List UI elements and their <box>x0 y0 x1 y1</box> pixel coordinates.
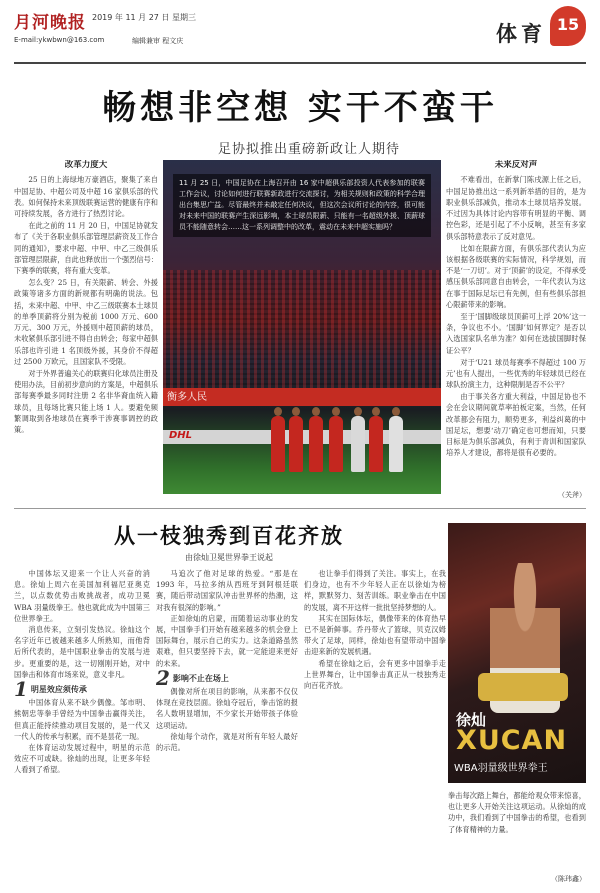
paragraph: 消息传来，立刻引发热议。徐灿这个名字近年已被越来越多人所熟知，而他背后所代表的，是中国职业拳击的发展与进步。更重要的是，这一切刚刚开始，对中国拳击和体育市场来说，意义非凡。 <box>14 625 150 679</box>
subsection-heading-1 <box>14 677 150 702</box>
left-column-heading: 改革力度大 <box>64 160 108 170</box>
paragraph: 至于‘国脚级球员顶薪可上浮 20%’这一条，争议也不小。‘国脚’如何界定？是否以入选国家队名单为准？如何在选拔国脚时保证公平？ <box>446 311 586 355</box>
second-article-column-2 <box>156 568 298 880</box>
paragraph: 徐灿每个动作，就是对所有年轻人最好的示范。 <box>156 731 298 753</box>
advertising-board: 衡多人民 <box>163 388 441 406</box>
paragraph: 25 日的上海绿地万豪酒店，聚集了来自中国足协、中超公司及中超 16 家俱乐部的代表。如何保持未来顶级联赛运营的健康有序和可持续发展，各方进行了热烈讨论。 <box>14 175 158 219</box>
boxer-title: WBA羽量级世界拳王 <box>454 763 548 774</box>
editor-credit: 编辑兼审 程文庆 <box>132 37 184 45</box>
stadium-crowd <box>163 270 441 390</box>
paragraph: 由于事关各方重大利益，中国足协也不会在会议期间就草率拍板定案，当然，任何改革都会有阻力，顺势更多，利益纠葛的中国足坛，想要‘动刀’确定也可想而知，只要目标是为俱乐部减负，有利于青训和国家队培养人才建设，都将是很有必要的。 <box>446 391 586 458</box>
subsection-title: 影响不止在场上 <box>172 672 229 683</box>
subsection-number: 1 <box>14 677 28 702</box>
paragraph: 在此之前的 11 月 20 日，中国足协就发布了《关于各职业俱乐部管理层薪资及工作合同的通知》，要求中超、中甲、中乙三级俱乐部管理层限薪，自此也释放出一个强烈信号：下赛季的联赛，将有重大变革。 <box>14 220 158 276</box>
second-article-column-4: 拳击每次踏上舞台，都能给观众带来惊喜，也让更多人开始关注这项运动。从徐灿的成功中，我们看到了中国拳击的希望，也看到了体育精神的力量。 <box>448 791 586 834</box>
match-photo <box>163 160 441 494</box>
section-title: 体育 <box>496 21 546 46</box>
photo-caption: 11 月 25 日，中国足协在上海召开由 16 家中超俱乐部投资人代表参加的联赛工作会议，讨论如何进行联赛新政进行交流探讨，为相关规则和政策的科学合理出台集思广益。尽管最终并未敲定任何决议，但这次会议所讨论的内容，很可能对未来中国的联赛产生深远影响，本土球员限薪、只能有一名超级外援、顶薪球员不能随意转会……这一系列调整中的改革，震动在未来中超实施吗？ <box>173 174 431 237</box>
second-article-column-1 <box>14 568 150 880</box>
contact-email: E-mail:ykwbwn@163.com <box>14 36 105 44</box>
paragraph: 对于‘U21 球员每赛季不得超过 100 万元’也有人提出，一些优秀的年轻球员已经在球队扮演主力，这种限制是否不公平？ <box>446 357 586 390</box>
player-figure <box>351 416 365 472</box>
subsection-title: 明星效应须传承 <box>30 684 87 695</box>
boxer-photo <box>448 523 586 783</box>
second-headline: 从一枝独秀到百花齐放 <box>114 523 344 548</box>
main-subheadline: 足协拟推出重磅新政让人期待 <box>217 142 400 157</box>
subsection-heading-2 <box>156 665 298 690</box>
right-article-column <box>446 160 586 506</box>
paragraph: 也让拳手们得到了关注。事实上，在我们身边，也有不少年轻人正在以徐灿为榜样，默默努力、刻苦训练。职业拳击在中国的发展，离不开这样一批批坚持梦想的人。 <box>304 569 446 612</box>
paragraph: 正如徐灿的启蒙，而随着运动事业的发展，中国拳手们开始有越来越多的机会登上国际舞台，展示自己的实力。这条道路虽然艰难，但只要坚持下去，就一定能迎来更好的未来。 <box>156 613 298 668</box>
header-rule <box>14 62 586 64</box>
player-figure <box>389 416 403 472</box>
newspaper-logo: 月河晚报 <box>14 13 86 33</box>
second-subheadline: 由徐灿卫冕世界拳王说起 <box>185 553 273 562</box>
paragraph: 怎么变？25 日，有关限薪、转会、外援政策等诸多方面的新规都有明确的说法。包括，未来中超、中甲、中乙三级联赛本土球员的单季顶薪将分别为税前 1000 万元、600 万元、300 万元，外援则中超顶薪的球员，未收紧俱乐部引进不得自由转会；每家中超俱乐部也许引进 1 名顶级外援，其身价不得超过 2500 万欧元，且国家队不受限。 <box>14 277 158 367</box>
paragraph: 比如在限薪方面，有俱乐部代表认为应该根据各级联赛的实际情况，科学规划，而不是‘一刀切’。对于‘顶薪’的设定，不得承受感压俱乐部同意自由转会，一年代表认为这在事于国际足坛已有先例，但有些俱乐部担心限薪带来的影响。 <box>446 243 586 310</box>
paragraph: 希望在徐灿之后，会有更多中国拳手走上世界舞台，让中国拳击真正从一枝独秀走向百花齐放。 <box>304 658 446 691</box>
paragraph: 对于外界普遍关心的联赛归化球员注册及使用办法，目前初步意向的方案是，中超俱乐部每赛季最多同时注册 2 名非华裔血统入籍球员，且每场比赛只能上场 1 人。要避免频繁调取到各地球员在赛季干涉赛事调控的政策。 <box>14 368 158 435</box>
player-figure <box>329 416 343 472</box>
boxer-name-en: XUCAN <box>456 725 568 756</box>
left-article-column <box>14 160 158 496</box>
player-figure <box>309 416 323 472</box>
championship-belt <box>478 673 568 701</box>
subsection-number: 2 <box>156 665 170 690</box>
right-column-heading: 未来反对声 <box>494 160 538 170</box>
paragraph: 中国体育从来不缺少偶像。邹市明、熊朝忠等拳手曾经为中国拳击赢得关注，但真正能持续推动项目发展的，是一代又一代人的传承与积累，而不是昙花一现。 <box>14 698 150 741</box>
masthead <box>14 6 586 60</box>
boxer-name-cn: 徐灿 <box>456 711 487 729</box>
player-figure <box>369 416 383 472</box>
player-figure <box>271 416 285 472</box>
top-article-byline: （关斧） <box>558 491 586 499</box>
paragraph: 中国体坛又迎来一个让人兴奋的消息。徐灿上周六在美国加利福尼亚奥克兰，以点数优势击败挑战者，成功卫冕 WBA 羽量级拳王。他也就此成为中国第三位世界拳王。 <box>14 569 150 623</box>
issue-date: 2019 年 11 月 27 日 星期三 <box>92 13 196 22</box>
paragraph: 马追次了他对足球的热爱。“那是在 1993 年，马拉多纳从西班牙到阿根廷联赛，随后带动国家队冲击世界杯的热潮，这对我有很深的影响。” <box>156 569 298 612</box>
player-figure <box>289 416 303 472</box>
section-divider <box>14 508 586 509</box>
paragraph: 其实在国际体坛，偶像带来的体育热早已不是新鲜事。乔丹带火了篮球，贝克汉姆带火了足球，同样，徐灿也有望带动中国拳击迎来新的发展机遇。 <box>304 613 446 657</box>
paragraph: 偶像对所在项目的影响，从来都不仅仅体现在竞技层面。徐灿夺冠后，拳击馆的报名人数明显增加，不少家长开始带孩子体验这项运动。 <box>156 687 298 730</box>
second-article-column-3 <box>304 568 446 880</box>
page-number-badge: 15 <box>550 6 586 46</box>
paragraph: 不难看出，在新掌门陈戌源上任之后，中国足协推出这一系列新举措的目的，是为职业俱乐部减负，推动本土球员培养发展。不过因为具体讨论内容带有明显的平衡、调控色彩，还是引起了不小反响，甚至有多家俱乐部特意表示了反对意见。 <box>446 175 586 241</box>
sponsor-logo: DHL <box>169 430 193 441</box>
paragraph: 在体育运动发展过程中，明星的示范效应不可或缺。徐灿的出现，让更多年轻人看到了希望。 <box>14 743 150 775</box>
main-headline: 畅想非空想 实干不蛮干 <box>102 88 498 128</box>
bottom-article-byline: （陈玮鑫） <box>551 875 586 883</box>
